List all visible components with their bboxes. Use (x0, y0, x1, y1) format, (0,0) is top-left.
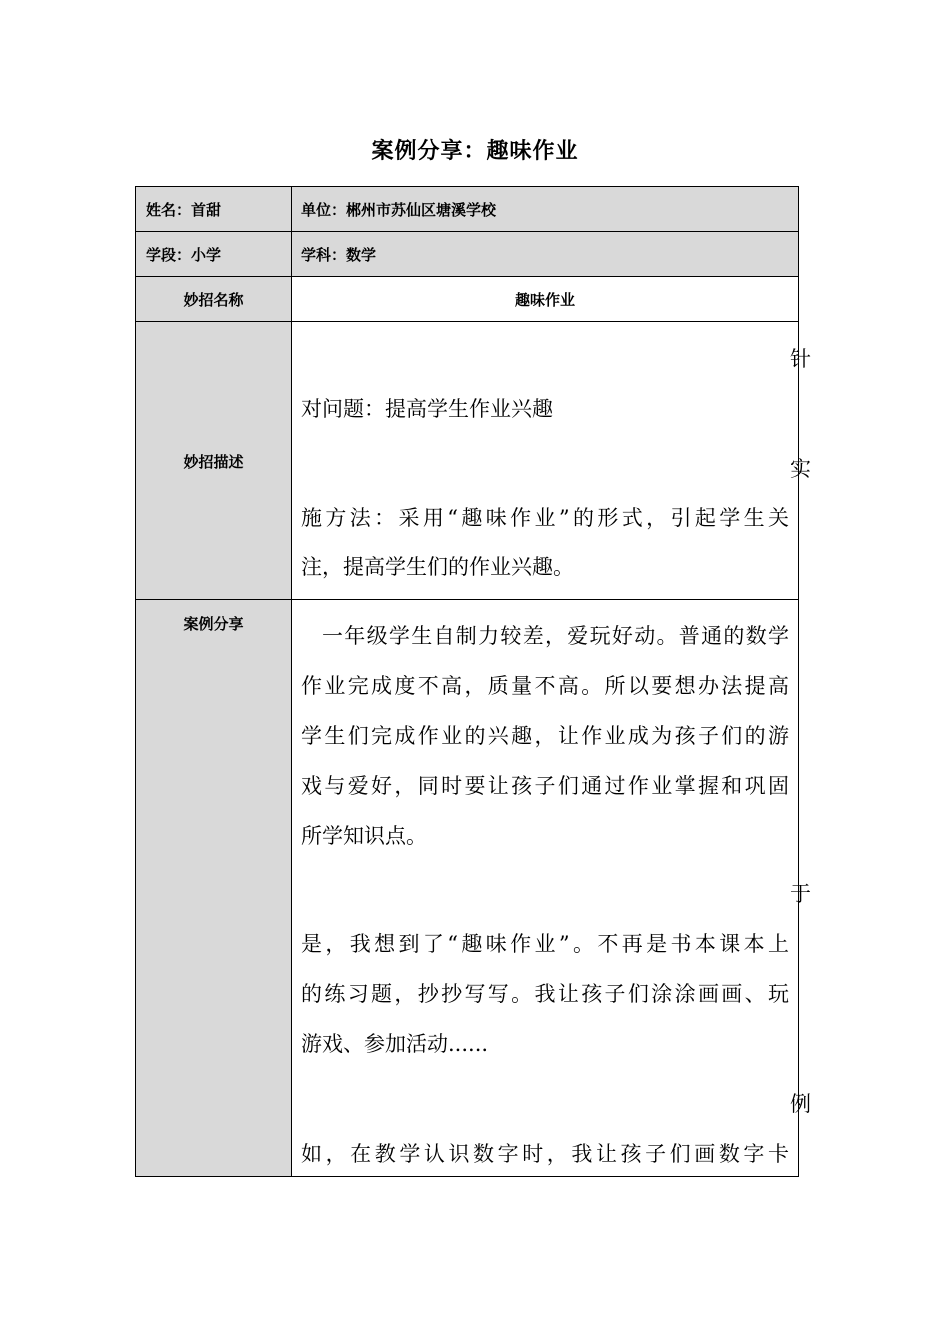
table-rule-2 (135, 276, 799, 277)
case-share-line: 戏与爱好，同时要让孩子们通过作业掌握和巩固 (301, 774, 789, 798)
trick-name-label: 妙招名称 (183, 291, 244, 309)
case-share-line: 作业完成度不高，质量不高。所以要想办法提高 (301, 674, 789, 698)
trick-description-line: 施方法：采用“趣味作业”的形式，引起学生关 (301, 506, 789, 530)
document-title: 案例分享：趣味作业 (371, 138, 579, 164)
case-share-line: 的练习题，抄抄写写。我让孩子们涂涂画画、玩 (301, 982, 789, 1006)
label-col-case-share-bg (136, 600, 291, 1177)
table-border-top (135, 186, 799, 187)
trick-description-line: 针 (790, 347, 811, 371)
table-border-bottom (135, 1176, 799, 1177)
author-unit: 单位：郴州市苏仙区塘溪学校 (301, 201, 497, 219)
case-share-line: 是，我想到了“趣味作业”。不再是书本课本上 (301, 932, 789, 956)
school-subject: 学科：数学 (301, 246, 377, 264)
school-stage: 学段：小学 (146, 246, 222, 264)
case-share-line: 所学知识点。 (301, 824, 427, 848)
table-rule-1 (135, 231, 799, 232)
case-share-line: 如，在教学认识数字时，我让孩子们画数字卡 (301, 1142, 789, 1166)
trick-description-label: 妙招描述 (183, 453, 244, 471)
case-share-line: 学生们完成作业的兴趣，让作业成为孩子们的游 (301, 724, 789, 748)
case-share-line: 一年级学生自制力较差，爱玩好动。普通的数学 (322, 624, 789, 648)
author-name: 姓名：首甜 (146, 201, 222, 219)
trick-name-value: 趣味作业 (514, 291, 575, 309)
table-border-right (798, 186, 799, 1177)
row-stage-subject-bg (136, 232, 798, 277)
case-share-line: 游戏、参加活动...... (301, 1032, 489, 1056)
trick-description-line: 注，提高学生们的作业兴趣。 (301, 555, 574, 579)
table-rule-3 (135, 321, 799, 322)
trick-description-line: 实 (790, 457, 811, 481)
case-share-label: 案例分享 (183, 615, 244, 633)
case-share-line: 例 (790, 1092, 811, 1116)
trick-description-line: 对问题：提高学生作业兴趣 (301, 397, 553, 421)
table-rule-4 (135, 599, 799, 600)
table-border-left (135, 186, 136, 1177)
table-column-divider (291, 186, 292, 1177)
case-share-line: 于 (790, 882, 811, 906)
